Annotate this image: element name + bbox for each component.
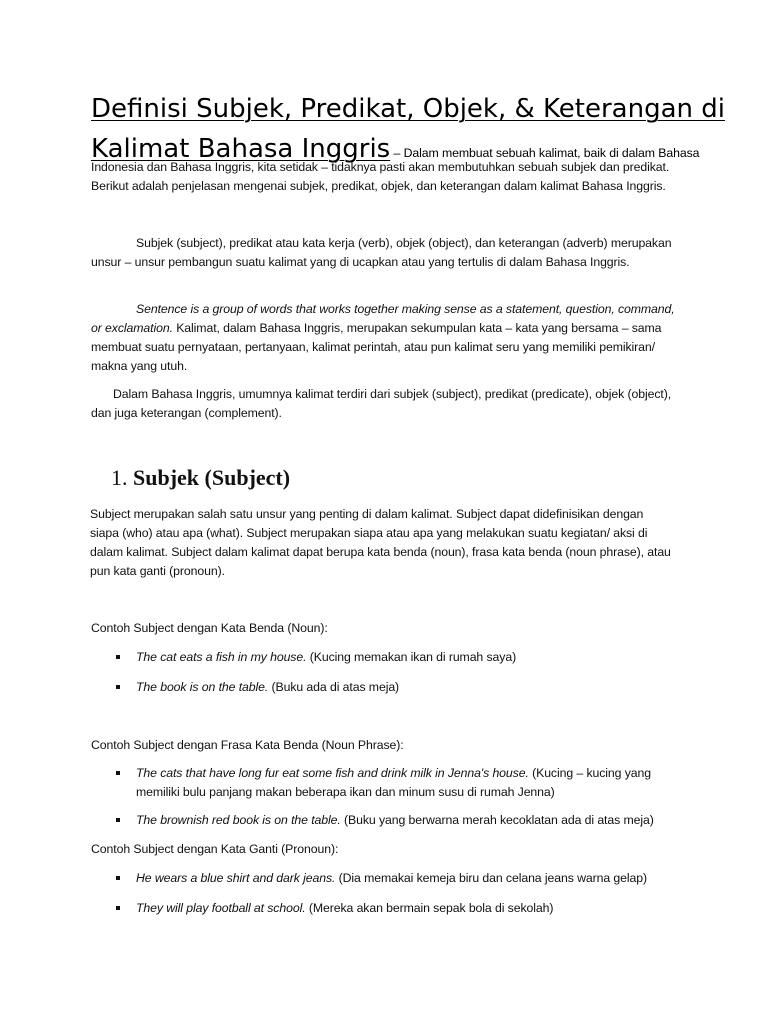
list-item — [116, 648, 686, 667]
components-paragraph: Dalam Bahasa Inggris, umumnya kalimat terdiri dari subjek (subject), predikat (predicate), objek (object), dan juga keterangan (complement). — [91, 387, 672, 420]
example-translation: (Kucing memakan ikan di rumah saya) — [306, 650, 517, 664]
title-line-1: Definisi Subjek, Predikat, Objek, & Keterangan di — [91, 94, 726, 124]
title-line-2-text: Kalimat Bahasa Inggris — [91, 134, 391, 164]
bullet-square-icon — [116, 685, 120, 689]
section-number: 1. — [111, 465, 128, 490]
example-english: The cat eats a fish in my house. — [136, 650, 307, 664]
list-item — [116, 764, 686, 802]
subject-paragraph: Subject merupakan salah satu unsur yang penting di dalam kalimat. Subject dapat didefinisikan dengan siapa (who) atau apa (what). Subject merupakan siapa atau apa yang melakukan suatu kegiatan/ aksi di dalam kalimat. Subject dalam kalimat dapat berupa kata benda (noun), frasa kata benda (noun phrase), atau pun kata ganti (pronoun). — [90, 507, 671, 578]
example-label-noun: Contoh Subject dengan Kata Benda (Noun): — [91, 621, 328, 635]
section-title: Subjek (Subject) — [133, 465, 291, 490]
definition-paragraph: Subjek (subject), predikat atau kata kerja (verb), objek (object), dan keterangan (adverb) merupakan unsur – unsur pembangun suatu kalimat yang di ucapkan atau yang tertulis di dalam Bahasa Inggris. — [91, 236, 672, 269]
sentence-paragraph — [91, 300, 681, 376]
sentence-indonesian: Kalimat, dalam Bahasa Inggris, merupakan sekumpulan kata – kata yang bersama – sama membuat suatu pernyataan, pertanyaan, kalimat perintah, atau pun kalimat seru yang memiliki pemikiran/ makna yang utuh. — [91, 321, 662, 373]
list-item — [116, 899, 686, 918]
intro-first-line: – Dalam membuat sebuah kalimat, baik di dalam Bahasa — [390, 146, 700, 160]
example-english: The cats that have long fur eat some fish and drink milk in Jenna's house. — [136, 766, 529, 780]
list-item — [116, 678, 686, 697]
example-english: The brownish red book is on the table. — [136, 813, 341, 827]
bullet-square-icon — [116, 771, 120, 775]
example-translation: (Kucing – kucing yang memiliki bulu panjang makan beberapa ikan dan minum susu di rumah Jenna) — [136, 766, 651, 799]
bullet-square-icon — [116, 876, 120, 880]
example-translation: (Buku yang berwarna merah kecoklatan ada di atas meja) — [340, 813, 654, 827]
bullet-square-icon — [116, 906, 120, 910]
example-english: He wears a blue shirt and dark jeans. — [136, 871, 336, 885]
intro-paragraph: Indonesia dan Bahasa Inggris, kita setidak – tidaknya pasti akan membutuhkan sebuah subjek dan predikat. Berikut adalah penjelasan mengenai subjek, predikat, objek, dan keterangan dalam kalimat Bahasa Inggris. — [91, 160, 670, 193]
example-translation: (Buku ada di atas meja) — [268, 680, 400, 694]
example-english: The book is on the table. — [136, 680, 269, 694]
example-label-noun-phrase: Contoh Subject dengan Frasa Kata Benda (Noun Phrase): — [91, 738, 404, 752]
example-translation: (Mereka akan bermain sepak bola di sekolah) — [305, 901, 554, 915]
section-heading — [111, 463, 290, 493]
example-english: They will play football at school. — [136, 901, 306, 915]
bullet-square-icon — [116, 818, 120, 822]
example-translation: (Dia memakai kemeja biru dan celana jeans warna gelap) — [335, 871, 647, 885]
example-label-pronoun: Contoh Subject dengan Kata Ganti (Pronoun): — [91, 842, 339, 856]
list-item — [116, 811, 686, 830]
bullet-square-icon — [116, 655, 120, 659]
sentence-english: Sentence is a group of words that works together making sense as a statement, question, command, or exclamation. — [91, 302, 675, 335]
list-item — [116, 869, 686, 888]
